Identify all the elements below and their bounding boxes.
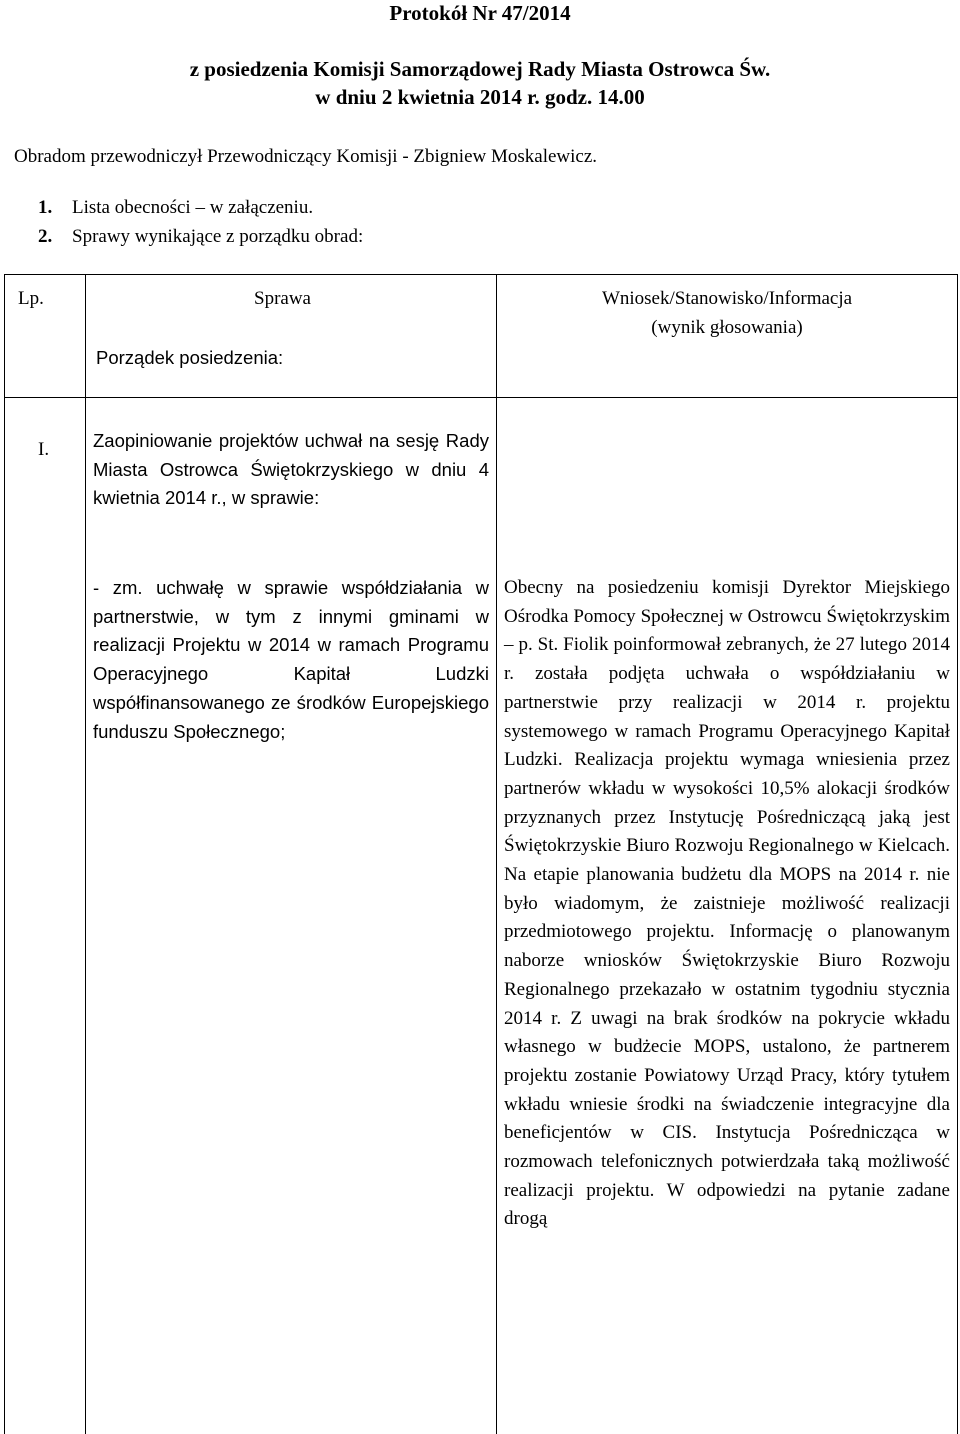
subtitle-line-1: z posiedzenia Komisji Samorządowej Rady Miasta Ostrowca Św. — [189, 57, 771, 81]
header-wniosek-line-2: (wynik głosowania) — [651, 316, 803, 338]
header-lp: Lp. — [18, 288, 44, 309]
row1-sprawa: Zaopiniowanie projektów uchwał na sesję Rady Miasta Ostrowca Świętokrzyskiego w dniu 4 kwietnia 2014 r., w sprawie: — [93, 430, 489, 509]
agenda-text: Sprawy wynikające z porządku obrad: — [72, 226, 364, 247]
header-sprawa: Sprawa — [254, 288, 311, 309]
proceedings-table — [4, 274, 958, 1434]
row2-sprawa: - zm. uchwałę w sprawie współdziałania w partnerstwie, w tym z innymi gminami w realizacji Projektu w 2014 w ramach Programu Operacyjnego Kapitał Ludzki współfinansowanego ze środków Europejskiego funduszu Społecznego; — [93, 577, 489, 742]
row2-wniosek: Obecny na posiedzeniu komisji Dyrektor Miejskiego Ośrodka Pomocy Społecznej w Ostrowcu Świętokrzyskim – p. St. Fiolik poinformował zebranych, że 27 lutego 2014 r. została podjęta uchwała o współdziałaniu w partnerstwie przy realizacji w 2014 r. projektu systemowego w ramach Programu Operacyjnego Kapitał Ludzki. Realizacja projektu wymaga wniesienia przez partnerów wkładu w wysokości 10,5% alokacji środków przyznanych przez Instytucję Pośredniczącą jaką jest Świętokrzyskie Biuro Rozwoju Regionalnego w Kielcach. Na etapie planowania budżetu dla MOPS na 2014 r. nie było wiadomym, że zaistnieje możliwość realizacji przedmiotowego projektu. Informację o planowanym naborze wniosków Świętokrzyskie Biuro Rozwoju Regionalnego przekazało w ostatnim tygodniu stycznia 2014 r. Z uwagi na brak środków na pokrycie wkładu własnego w budżecie MOPS, ustalono, że partnerem projektu zostanie Powiatowy Urząd Pracy, który tytułem wkładu wniesie środki na świadczenie integracyjne dla beneficjentów w CIS. Instytucja Pośrednicząca w rozmowach telefonicznych potwierdzała taką możliwość realizacji projektu. W odpowiedzi na pytanie zadane drogą — [504, 577, 950, 1230]
column-divider — [85, 275, 86, 1434]
porzadek-label: Porządek posiedzenia: — [96, 347, 284, 368]
agenda-item — [38, 193, 363, 222]
row-divider — [5, 397, 957, 398]
row1-lp: I. — [38, 439, 50, 460]
header-wniosek-line-1: Wniosek/Stanowisko/Informacja — [601, 288, 853, 309]
agenda-number: 2. — [38, 226, 53, 247]
document-subtitle — [0, 55, 960, 111]
agenda-text: Lista obecności – w załączeniu. — [72, 197, 314, 218]
agenda-item — [38, 222, 363, 251]
column-divider — [496, 275, 497, 1434]
agenda-list — [38, 193, 363, 251]
chair-paragraph: Obradom przewodniczył Przewodniczący Komisji - Zbigniew Moskalewicz. — [14, 146, 598, 167]
document-title: Protokół Nr 47/2014 — [389, 1, 571, 25]
agenda-number: 1. — [38, 197, 53, 218]
subtitle-line-2: w dniu 2 kwietnia 2014 r. godz. 14.00 — [315, 85, 645, 109]
header-wniosek — [497, 285, 957, 342]
